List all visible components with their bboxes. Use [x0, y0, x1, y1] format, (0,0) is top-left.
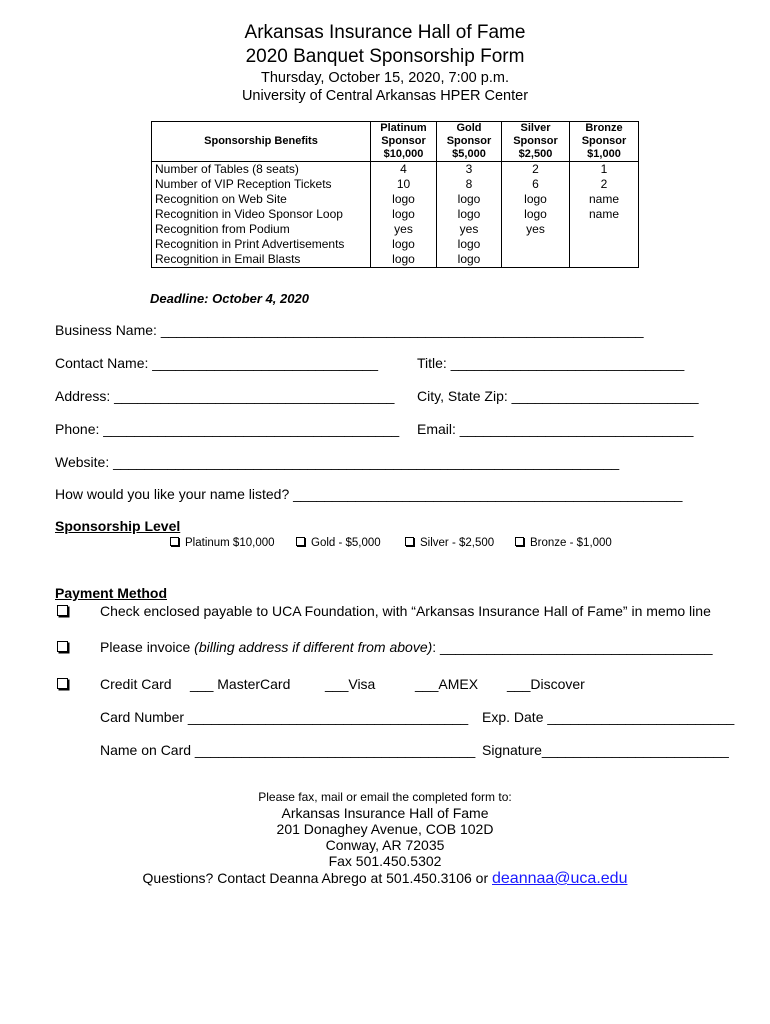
- discover-option[interactable]: ___Discover: [507, 676, 585, 692]
- card-number-field[interactable]: Card Number ____________________________________: [100, 709, 469, 725]
- event-date: Thursday, October 15, 2020, 7:00 p.m.: [261, 70, 509, 86]
- name-listed-field[interactable]: How would you like your name listed? __________________________________________________: [55, 486, 683, 502]
- deadline: Deadline: October 4, 2020: [150, 291, 309, 306]
- phone-field[interactable]: Phone: ______________________________________: [55, 421, 400, 437]
- table-row: Recognition on Web Site logo logo logo name: [152, 192, 639, 207]
- payment-credit-card-option: Credit Card: [100, 676, 172, 692]
- checkbox-icon[interactable]: [515, 537, 524, 546]
- form-title: Arkansas Insurance Hall of Fame: [244, 22, 526, 43]
- address-field[interactable]: Address: ____________________________________: [55, 388, 395, 404]
- city-state-zip-field[interactable]: City, State Zip: ________________________: [417, 388, 699, 404]
- exp-date-field[interactable]: Exp. Date ________________________: [482, 709, 735, 725]
- footer-questions: Questions? Contact Deanna Abrego at 501.450.3106 or deannaa@uca.edu: [142, 870, 628, 887]
- footer-instructions: Please fax, mail or email the completed form to:: [258, 790, 512, 804]
- email-field[interactable]: Email: ______________________________: [417, 421, 694, 437]
- level-option-silver[interactable]: Silver - $2,500: [405, 537, 494, 549]
- sponsorship-benefits-table: [151, 121, 639, 268]
- payment-check-option: Check enclosed payable to UCA Foundation, with “Arkansas Insurance Hall of Fame” in memo line: [100, 603, 711, 619]
- payment-method-heading: Payment Method: [55, 585, 168, 601]
- table-row: Number of VIP Reception Tickets 10 8 6 2: [152, 177, 639, 192]
- column-header-gold: Gold Sponsor $5,000: [437, 122, 502, 162]
- level-option-platinum[interactable]: Platinum $10,000: [170, 537, 275, 549]
- payment-invoice-option: Please invoice (billing address if different from above): ___________________________________: [100, 639, 713, 655]
- contact-name-field[interactable]: Contact Name: _____________________________: [55, 355, 379, 371]
- form-subtitle: 2020 Banquet Sponsorship Form: [245, 46, 525, 67]
- title-field[interactable]: Title: ______________________________: [417, 355, 685, 371]
- website-field[interactable]: Website: _________________________________________________________________: [55, 454, 620, 470]
- column-header-bronze: Bronze Sponsor $1,000: [570, 122, 639, 162]
- table-row: Recognition from Podium yes yes yes: [152, 222, 639, 237]
- event-venue: University of Central Arkansas HPER Center: [241, 88, 529, 104]
- sponsorship-level-heading: Sponsorship Level: [55, 518, 181, 534]
- table-row: Recognition in Print Advertisements logo logo: [152, 237, 639, 252]
- name-on-card-field[interactable]: Name on Card ____________________________________: [100, 742, 476, 758]
- footer-street: 201 Donaghey Avenue, COB 102D: [276, 821, 494, 837]
- footer-fax: Fax 501.450.5302: [328, 853, 442, 869]
- amex-option[interactable]: ___AMEX: [415, 676, 479, 692]
- column-header-platinum: Platinum Sponsor $10,000: [371, 122, 437, 162]
- checkbox-icon[interactable]: [57, 678, 68, 689]
- business-name-field[interactable]: Business Name: ______________________________________________________________: [55, 322, 644, 338]
- visa-option[interactable]: ___Visa: [325, 676, 376, 692]
- checkbox-icon[interactable]: [57, 605, 68, 616]
- checkbox-icon[interactable]: [405, 537, 414, 546]
- column-header-silver: Silver Sponsor $2,500: [502, 122, 570, 162]
- table-header-row: [152, 122, 639, 162]
- checkbox-icon[interactable]: [57, 641, 68, 652]
- contact-email-link[interactable]: deannaa@uca.edu: [492, 870, 628, 887]
- mastercard-option[interactable]: ___ MasterCard: [190, 676, 291, 692]
- level-option-gold[interactable]: Gold - $5,000: [296, 537, 381, 549]
- signature-field[interactable]: Signature________________________: [482, 742, 729, 758]
- level-option-bronze[interactable]: Bronze - $1,000: [515, 537, 612, 549]
- table-row: Recognition in Video Sponsor Loop logo logo logo name: [152, 207, 639, 222]
- footer-org: Arkansas Insurance Hall of Fame: [281, 805, 489, 821]
- table-row: Number of Tables (8 seats) 4 3 2 1: [152, 162, 639, 178]
- checkbox-icon[interactable]: [170, 537, 179, 546]
- checkbox-icon[interactable]: [296, 537, 305, 546]
- footer-city: Conway, AR 72035: [325, 837, 445, 853]
- benefits-header: Sponsorship Benefits: [152, 122, 371, 162]
- table-row: Recognition in Email Blasts logo logo: [152, 252, 639, 268]
